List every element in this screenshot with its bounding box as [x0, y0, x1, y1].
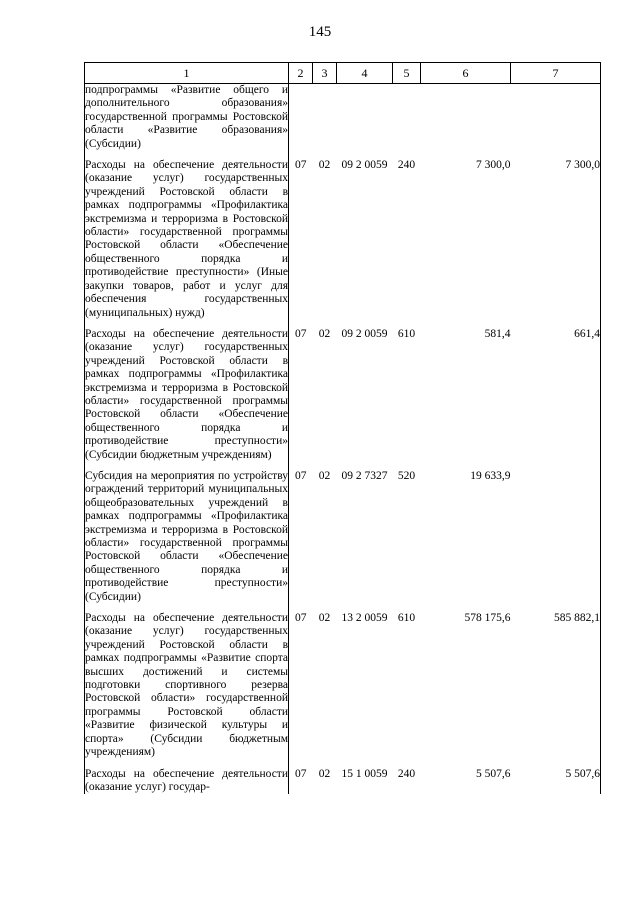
header-col-1: 1 [85, 63, 289, 84]
row-amount-2: 661,4 [511, 328, 601, 462]
row-description: Расходы на обеспечение деятельности (оказание услуг) государственных учреждений Ростовской области в рамках подпрограммы «Профилактика экстремизма и терроризма в Ростовской области» государственной программы Ростовской области «Обеспечение общественного порядка и противодействие преступности» (Иные закупки товаров, работ и услуг для обеспечения государственных (муниципальных) нужд) [85, 159, 288, 319]
row-amount-1: 7 300,0 [476, 159, 511, 172]
row-spacer [85, 604, 601, 612]
row-section [289, 84, 313, 152]
row-amount-2 [511, 84, 601, 152]
row-target-article: 09 2 0059 [341, 159, 388, 172]
row-amount-2: 7 300,0 [511, 159, 601, 320]
row-subsection: 02 [318, 469, 331, 482]
row-section: 07 [295, 612, 307, 625]
row-amount-1: 581,4 [484, 327, 511, 340]
row-subsection: 02 [318, 612, 331, 625]
table-row [85, 328, 601, 462]
row-amount-1: 5 507,6 [476, 767, 511, 780]
row-expense-type [393, 84, 421, 152]
row-subsection: 02 [318, 767, 331, 780]
row-expense-type: 520 [397, 469, 416, 482]
table-row [85, 159, 601, 320]
header-col-6: 6 [421, 63, 511, 84]
row-target-article [337, 84, 393, 152]
header-col-7: 7 [511, 63, 601, 84]
row-section: 07 [295, 159, 307, 172]
header-row [85, 63, 601, 84]
row-amount-2: 585 882,1 [511, 612, 601, 759]
row-expense-type: 610 [397, 327, 416, 340]
row-subsection: 02 [318, 327, 331, 340]
budget-table [84, 62, 601, 794]
row-spacer [85, 151, 601, 159]
header-col-3: 3 [313, 63, 337, 84]
row-subsection: 02 [318, 159, 331, 172]
row-description: Расходы на обеспечение деятельности (оказание услуг) государственных учреждений Ростовской области в рамках подпрограммы «Профилактика экстремизма и терроризма в Ростовской области» государственной программы Ростовской области «Обеспечение общественного порядка и противодействие преступности» (Субсидии бюджетным учреждениям) [85, 327, 288, 461]
row-amount-1: 578 175,6 [464, 612, 511, 625]
row-description: подпрограммы «Развитие общего и дополнительного образования» государственной программы Ростовской области «Развитие образования» (Субсидии) [85, 84, 288, 150]
row-expense-type: 240 [397, 767, 416, 780]
row-target-article: 15 1 0059 [341, 767, 388, 780]
row-subsection [313, 84, 337, 152]
row-spacer [85, 320, 601, 328]
header-col-5: 5 [393, 63, 421, 84]
table-row [85, 84, 601, 152]
row-expense-type: 610 [397, 612, 416, 625]
row-spacer [85, 462, 601, 470]
header-col-2: 2 [289, 63, 313, 84]
row-description: Расходы на обеспечение деятельности (оказание услуг) государ- [85, 767, 288, 793]
row-expense-type: 240 [397, 159, 416, 172]
table-row [85, 768, 601, 795]
row-section: 07 [295, 469, 307, 482]
header-col-4: 4 [337, 63, 393, 84]
row-amount-2 [511, 470, 601, 604]
table-row [85, 612, 601, 759]
row-description: Расходы на обеспечение деятельности (оказание услуг) государственных учреждений Ростовской области в рамках подпрограммы «Развитие спорта высших достижений и системы подготовки спортивного резерва Ростовской области» государственной программы Ростовской области «Развитие физической культуры и спорта» (Субсидии бюджетным учреждениям) [85, 612, 288, 759]
page-number: 145 [308, 24, 332, 40]
row-amount-2: 5 507,6 [511, 768, 601, 795]
row-amount-1 [421, 84, 511, 152]
row-amount-1: 19 633,9 [470, 469, 511, 482]
table-row [85, 470, 601, 604]
row-section: 07 [295, 767, 307, 780]
row-target-article: 13 2 0059 [341, 612, 388, 625]
row-target-article: 09 2 0059 [341, 327, 388, 340]
row-section: 07 [295, 327, 307, 340]
row-spacer [85, 760, 601, 768]
row-target-article: 09 2 7327 [341, 469, 388, 482]
row-description: Субсидия на мероприятия по устройству ограждений территорий муниципальных общеобразовательных учреждений в рамках подпрограммы «Профилактика экстремизма и терроризма в Ростовской области» государственной программы Ростовской области «Обеспечение общественного порядка и противодействие преступности» (Субсидии) [85, 469, 288, 603]
